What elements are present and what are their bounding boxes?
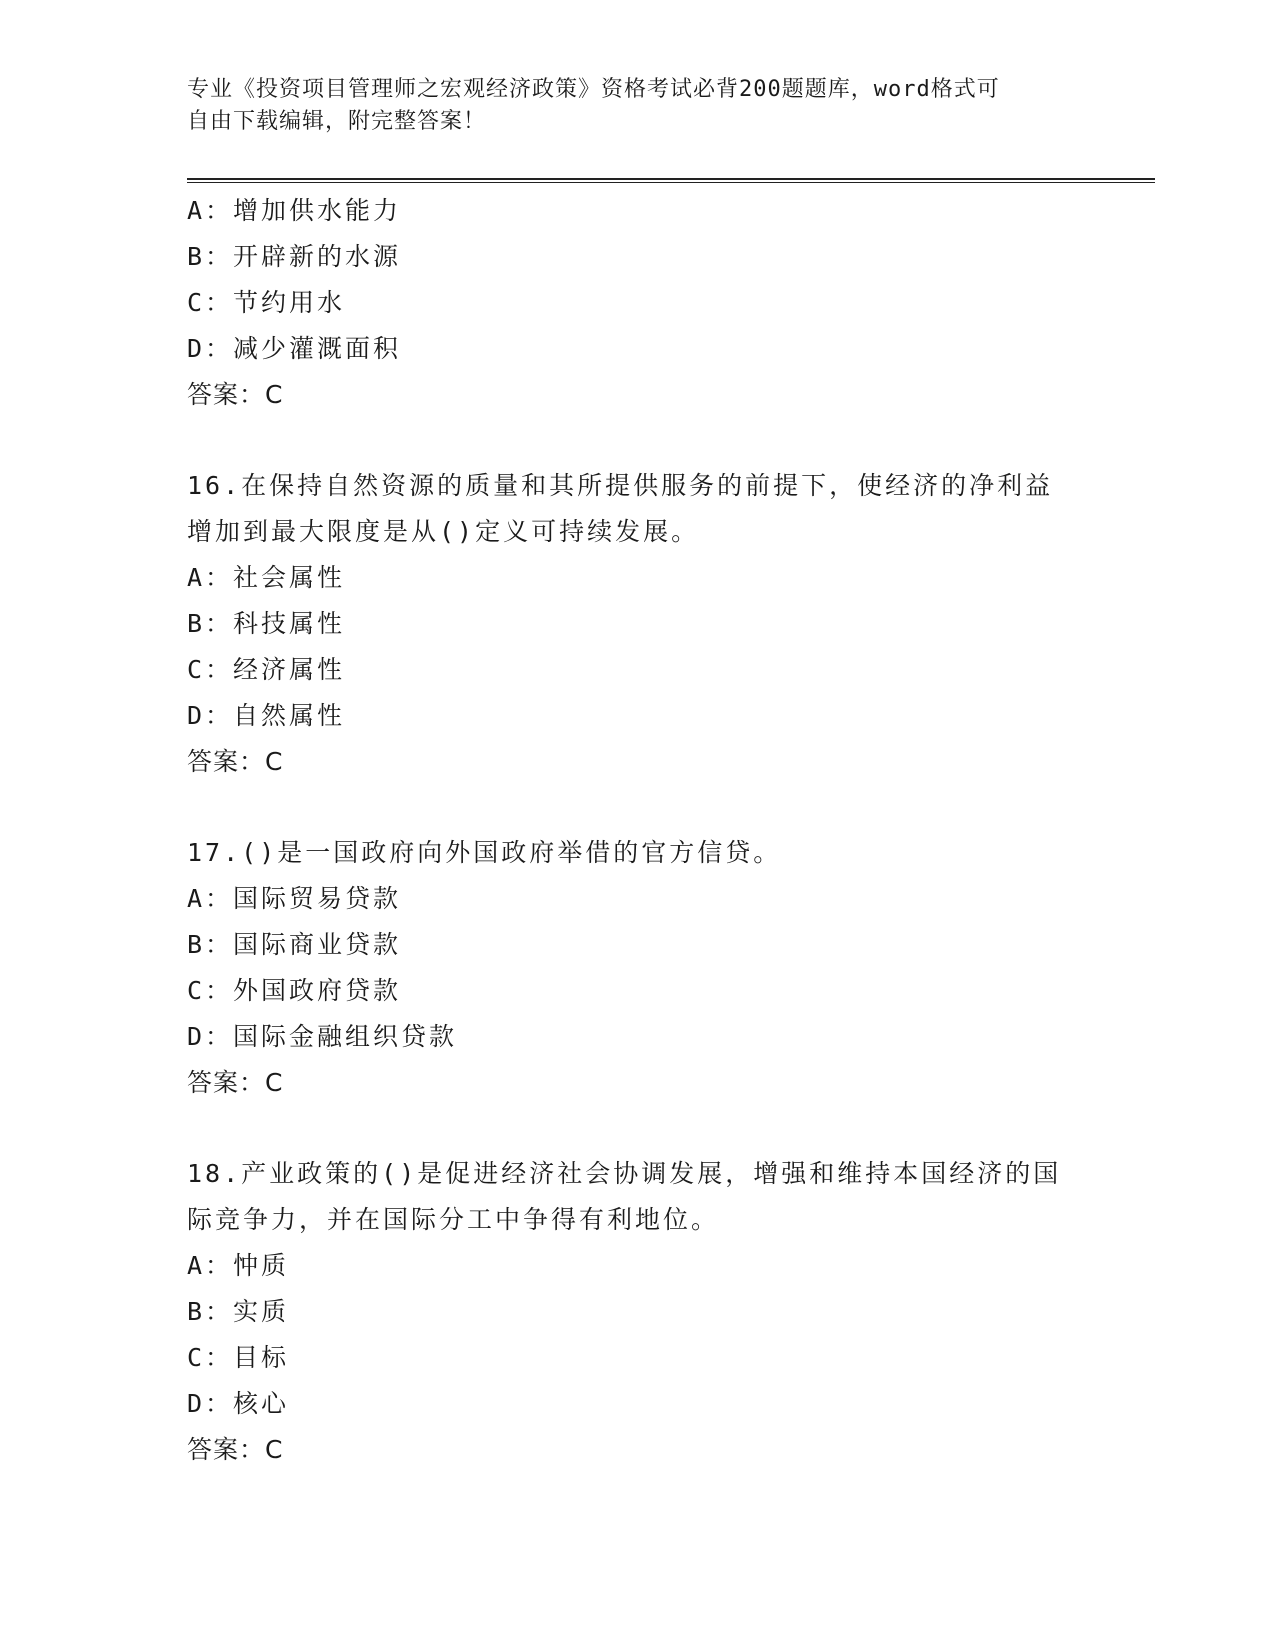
option-c: C：节约用水 [187, 288, 346, 317]
option-b: B：实质 [187, 1297, 290, 1326]
question-list [187, 188, 1087, 1473]
option-d: D：减少灌溉面积 [187, 334, 402, 363]
answer: 答案：C [187, 1068, 284, 1097]
answer: 答案：C [187, 380, 284, 409]
question-15 [187, 188, 1087, 418]
option-a: A：社会属性 [187, 563, 346, 592]
header-line-2: 自由下载编辑，附完整答案！ [187, 109, 487, 134]
option-a: A：国际贸易贷款 [187, 884, 402, 913]
question-16 [187, 463, 1087, 785]
question-text-line-2: 增加到最大限度是从()定义可持续发展。 [187, 517, 700, 546]
option-b: B：开辟新的水源 [187, 242, 402, 271]
option-a: A：增加供水能力 [187, 196, 402, 225]
header-line-1: 专业《投资项目管理师之宏观经济政策》资格考试必背200题题库，word格式可 [187, 77, 1000, 102]
answer: 答案：C [187, 747, 284, 776]
question-18 [187, 1151, 1087, 1473]
option-c: C：外国政府贷款 [187, 976, 402, 1005]
option-a: A：忡质 [187, 1251, 290, 1280]
header-divider [187, 178, 1155, 183]
option-d: D：国际金融组织贷款 [187, 1022, 458, 1051]
question-text-line-1: 17.()是一国政府向外国政府举借的官方信贷。 [187, 838, 782, 867]
option-c: C：目标 [187, 1343, 290, 1372]
answer: 答案：C [187, 1435, 284, 1464]
option-b: B：国际商业贷款 [187, 930, 402, 959]
document-header [187, 74, 1067, 138]
option-d: D：自然属性 [187, 701, 346, 730]
spacer [187, 1106, 1087, 1151]
spacer [187, 418, 1087, 463]
option-d: D：核心 [187, 1389, 290, 1418]
option-b: B：科技属性 [187, 609, 346, 638]
question-text-line-1: 18.产业政策的()是促进经济社会协调发展，增强和维持本国经济的国 [187, 1159, 1062, 1188]
question-17 [187, 830, 1087, 1106]
question-text-line-2: 际竞争力，并在国际分工中争得有利地位。 [187, 1205, 720, 1234]
spacer [187, 785, 1087, 830]
option-c: C：经济属性 [187, 655, 346, 684]
question-text-line-1: 16.在保持自然资源的质量和其所提供服务的前提下，使经济的净利益 [187, 471, 1054, 500]
